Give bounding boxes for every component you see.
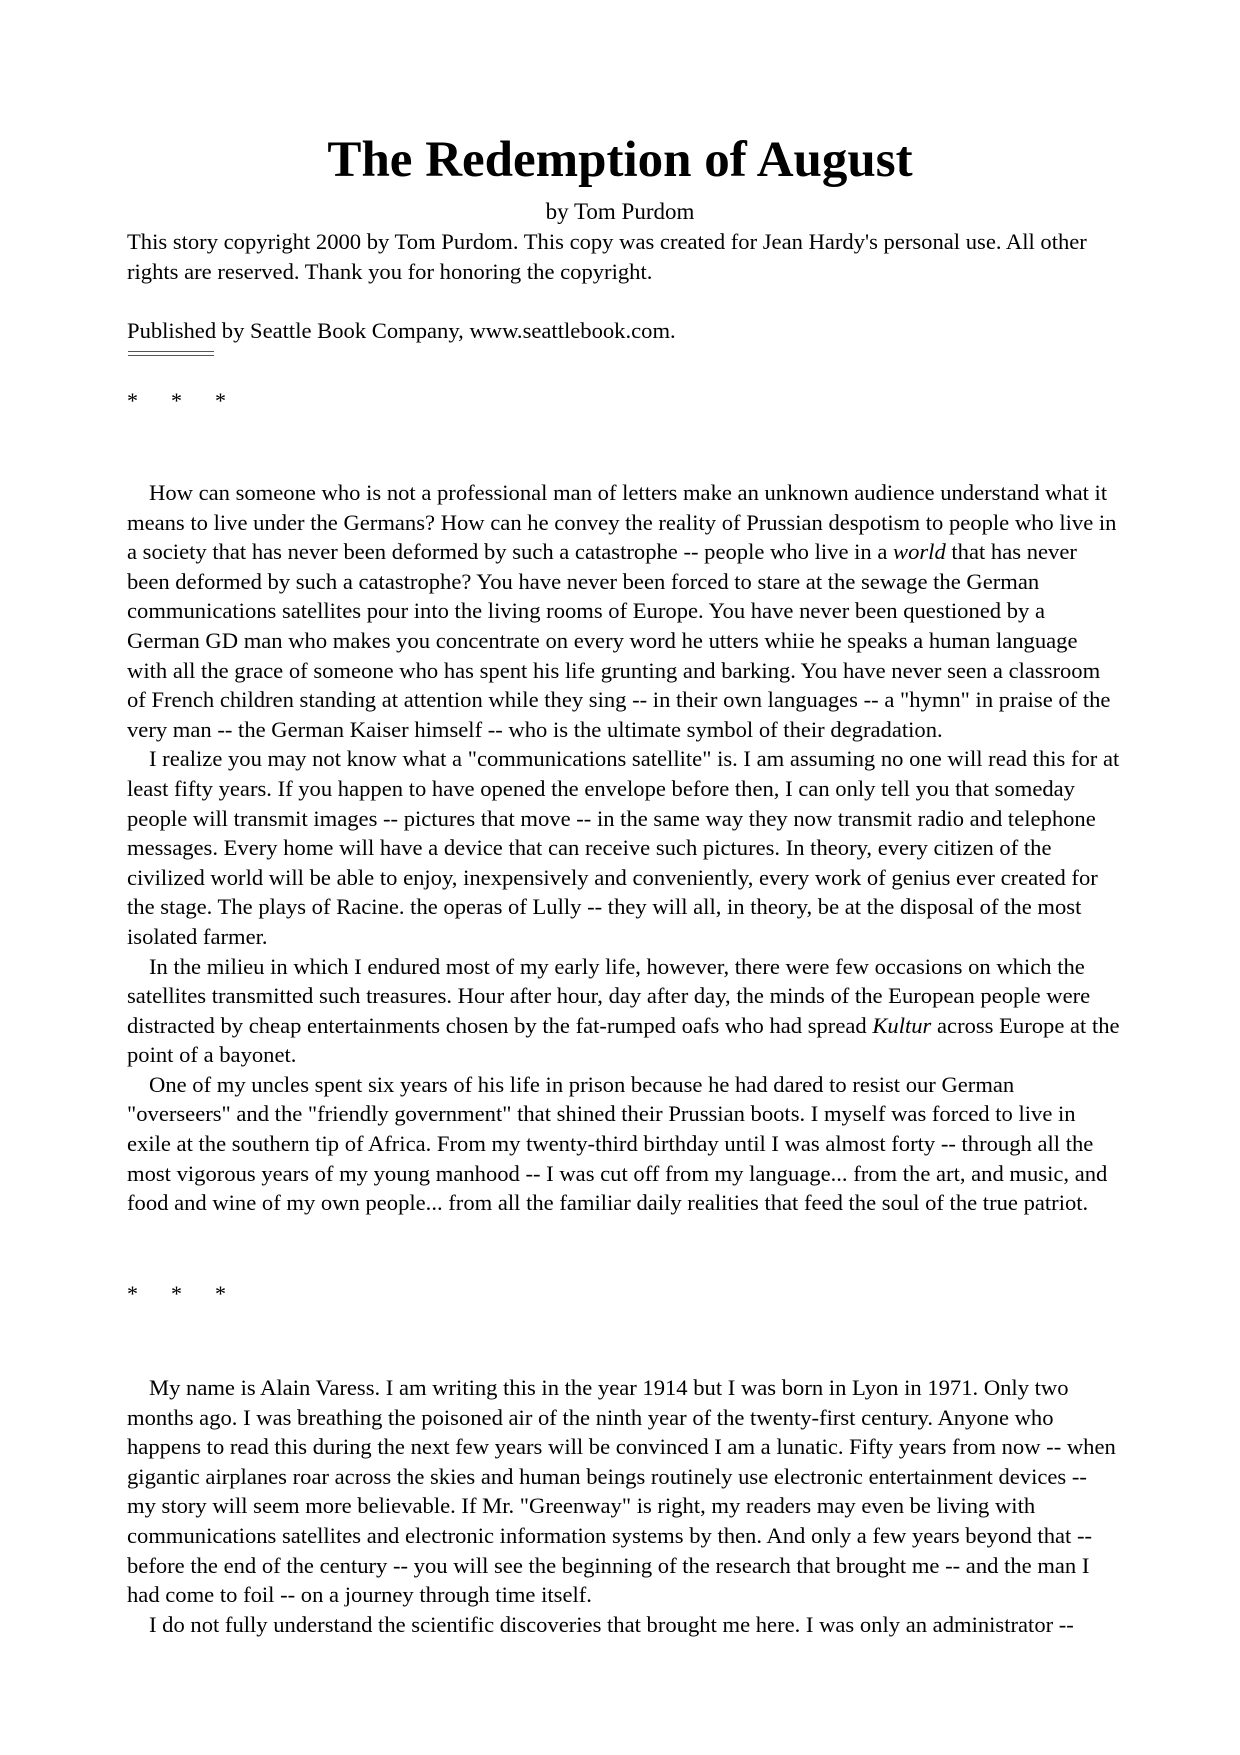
paragraph-text: In the milieu in which I endured most of my early life, however, there were few occasions on which the satellites transmitted such treasures. Hour after hour, day after day, the minds of the European people were distracted by cheap entertainments chosen by the fat-rumped oafs who had spread [127, 953, 1091, 1038]
story-section-1 [127, 478, 1121, 1218]
paragraph-text: that has never been deformed by such a catastrophe? You have never been forced to stare at the sewage the German communications satellites pour into the living rooms of Europe. You have never been questioned by a German GD man who makes you concentrate on every word he utters whiie he speaks a human language with all the grace of someone who has spent his life grunting and barking. You have never seen a classroom of French children standing at attention while they sing -- in their own languages -- a "hymn" in praise of the very man -- the German Kaiser himself -- who is the ultimate symbol of their degradation. [127, 539, 1111, 742]
section-separator: * * * [127, 388, 226, 413]
story-title: The Redemption of August [327, 132, 913, 188]
paragraph: I do not fully understand the scientific discoveries that brought me here. I was only an administrator -- [149, 1611, 1074, 1637]
author-byline: by Tom Purdom [545, 199, 695, 224]
paragraph [127, 478, 1121, 744]
paragraph-text: across Europe at the point of a bayonet. [127, 1012, 1120, 1068]
paragraph: One of my uncles spent six years of his life in prison because he had dared to resist our German "overseers" and the "friendly government" that shined their Prussian boots. I myself was forced to live in exile at the southern tip of Africa. From my twenty-third birthday until I was almost forty -- through all the most vigorous years of my young manhood -- I was cut off from my language... from the art, and music, and food and wine of my own people... from all the familiar daily realities that feed the soul of the true patriot. [127, 1071, 1108, 1216]
emphasis-text: world [893, 539, 946, 565]
paragraph [127, 952, 1121, 1070]
paragraph: My name is Alain Varess. I am writing this in the year 1914 but I was born in Lyon in 1971. Only two months ago. I was breathing the poisoned air of the ninth year of the twenty-first century. Anyone who happens to read this during the next few years will be convinced I am a lunatic. Fifty years from now -- when gigantic airplanes roar across the skies and human beings routinely use electronic entertainment devices -- my story will seem more believable. If Mr. "Greenway" is right, my readers may even be living with communications satellites and electronic information systems by then. And only a few years beyond that -- before the end of the century -- you will see the beginning of the research that brought me -- and the man I had come to foil -- on a journey through time itself. [127, 1375, 1116, 1608]
paragraph-text: How can someone who is not a professional man of letters make an unknown audience understand what it means to live under the Germans? How can he convey the reality of Prussian despotism to people who live in a society that has never been deformed by such a catastrophe -- people who live in a [127, 480, 1117, 565]
copyright-notice: This story copyright 2000 by Tom Purdom. This copy was created for Jean Hardy's personal use. All other rights are reserved. Thank you for honoring the copyright. [127, 229, 1087, 284]
story-section-2 [127, 1373, 1121, 1639]
publisher-underline [128, 351, 214, 356]
publisher-line: Published by Seattle Book Company, www.seattlebook.com. [127, 318, 676, 343]
paragraph: I realize you may not know what a "communications satellite" is. I am assuming no one will read this for at least fifty years. If you happen to have opened the envelope before then, I can only tell you that someday people will transmit images -- pictures that move -- in the same way they now transmit radio and telephone messages. Every home will have a device that can receive such pictures. In theory, every citizen of the civilized world will be able to enjoy, inexpensively and conveniently, every work of genius ever created for the stage. The plays of Racine. the operas of Lully -- they will all, in theory, be at the disposal of the most isolated farmer. [127, 746, 1120, 949]
emphasis-text: Kultur [872, 1012, 932, 1038]
section-separator: * * * [127, 1281, 226, 1306]
